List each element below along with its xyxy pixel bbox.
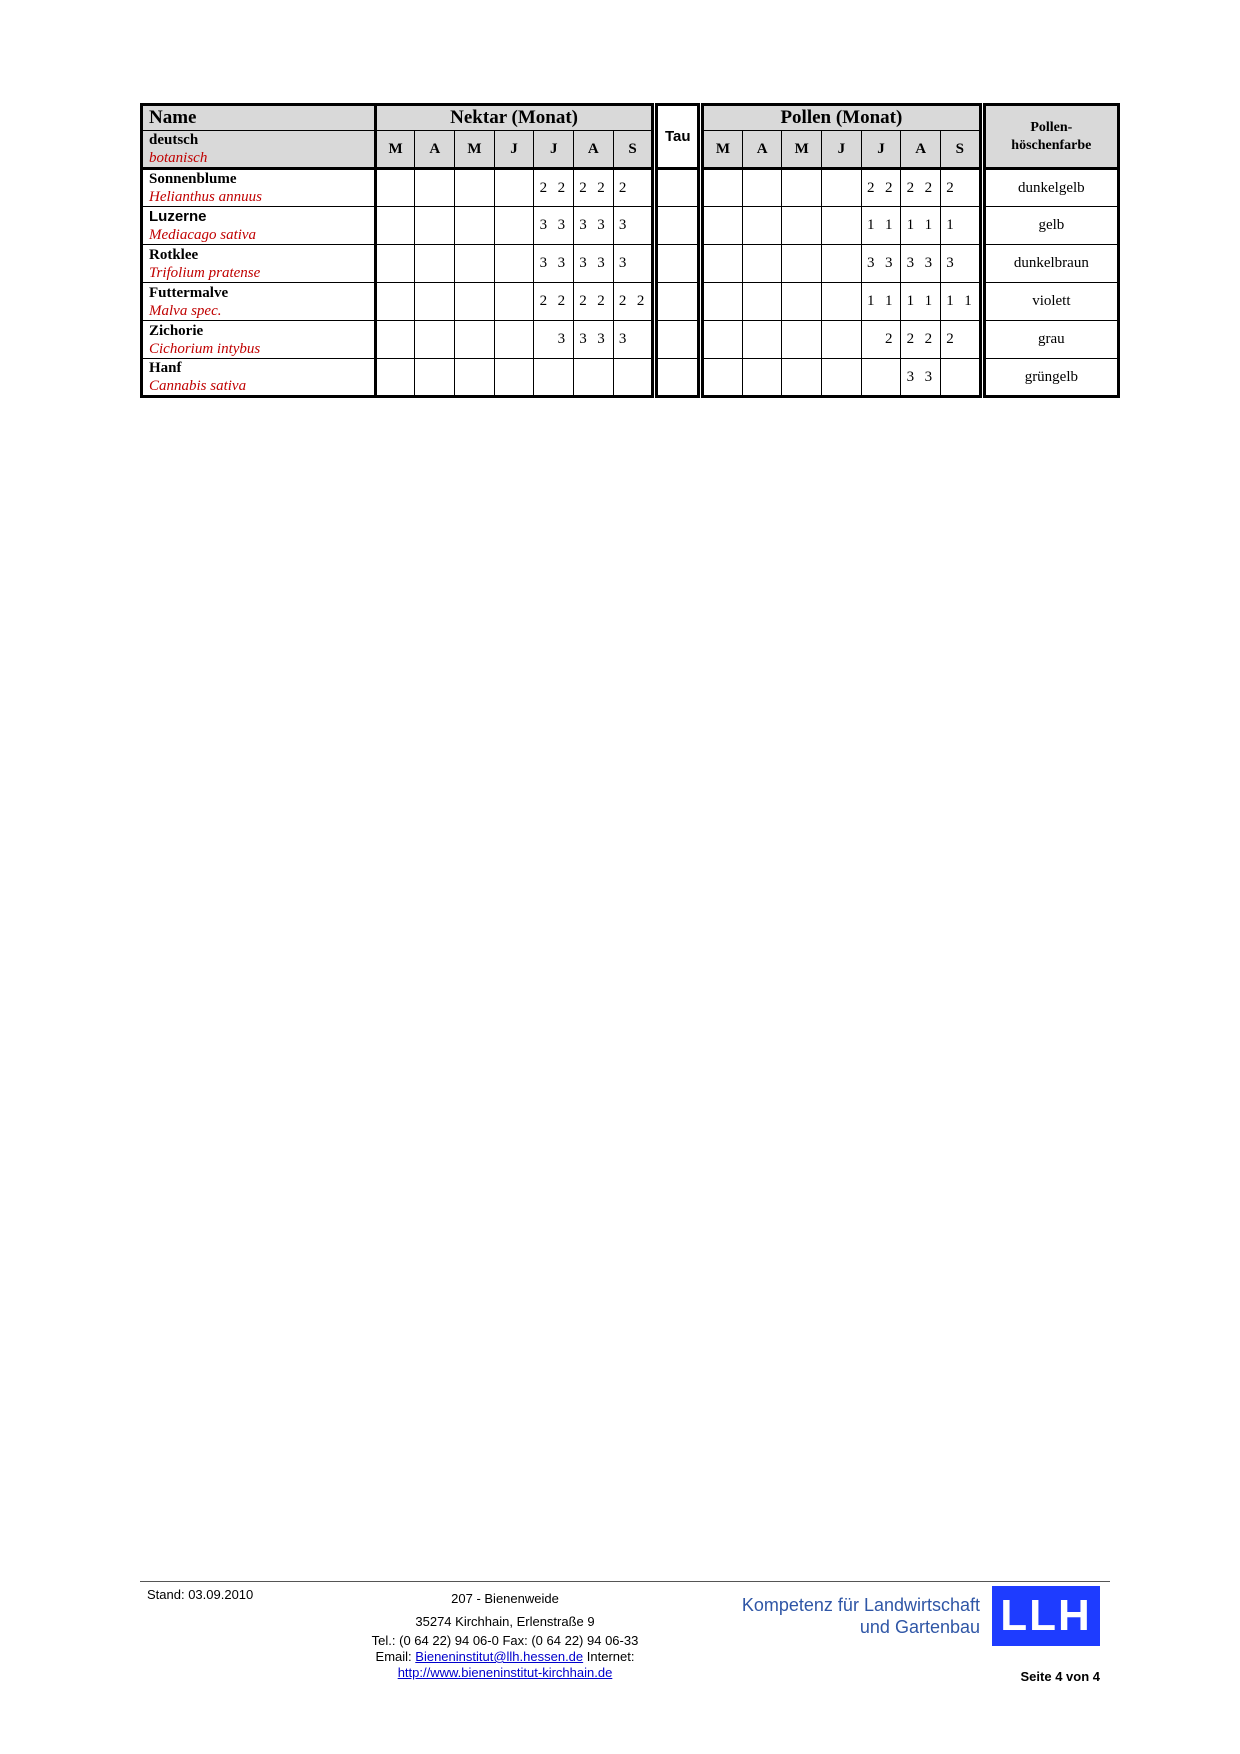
pollen-color-cell: gelb <box>984 207 1118 245</box>
nektar-value-cell <box>574 283 614 321</box>
nektar-value-cell <box>415 245 455 283</box>
nektar-value-cell <box>613 207 653 245</box>
nektar-value-cell <box>455 245 495 283</box>
nektar-value-first-half: 3 <box>618 217 627 233</box>
nektar-value-cell <box>455 283 495 321</box>
nektar-value-cell <box>613 169 653 207</box>
pollen-color-cell: violett <box>984 283 1118 321</box>
pollen-value-first-half: 3 <box>906 368 915 385</box>
plant-name-cell <box>142 359 376 397</box>
pollen-month-header: M <box>703 131 743 169</box>
nektar-value-second-half: 3 <box>557 255 566 271</box>
page-number: Seite 4 von 4 <box>1020 1669 1100 1684</box>
nektar-value-cell <box>613 359 653 397</box>
pollen-value-first-half: 2 <box>906 179 915 196</box>
nektar-value-cell <box>415 283 455 321</box>
pollen-value-cell <box>861 283 901 321</box>
nektar-value-cell <box>534 207 574 245</box>
tau-value-cell <box>657 207 699 245</box>
plant-name-cell <box>142 321 376 359</box>
nektar-value-cell <box>534 169 574 207</box>
pollen-value-cell <box>901 245 941 283</box>
header-pollenfarbe-line-2: höschenfarbe <box>1011 137 1092 153</box>
pollen-color-cell: grüngelb <box>984 359 1118 397</box>
table-row <box>142 245 1119 283</box>
plant-botanical-name: Helianthus annuus <box>149 189 262 205</box>
pollen-color-cell: grau <box>984 321 1118 359</box>
header-name-sub <box>142 131 376 169</box>
nektar-value-first-half: 3 <box>579 331 587 347</box>
nektar-value-first-half: 3 <box>618 331 627 347</box>
pollen-value-second-half: 3 <box>884 255 893 271</box>
nektar-month-header: S <box>613 131 653 169</box>
nektar-value-second-half: 2 <box>557 293 566 309</box>
kompetenz-line-1: Kompetenz für Landwirtschaft <box>741 1595 980 1615</box>
pollen-value-cell <box>861 321 901 359</box>
nektar-value-second-half: 2 <box>557 179 566 196</box>
pollen-value-first-half: 2 <box>946 331 954 347</box>
table-row <box>142 283 1119 321</box>
plant-german-name: Zichorie <box>149 322 204 339</box>
nektar-value-cell <box>375 321 415 359</box>
footer-address: 35274 Kirchhain, Erlenstraße 9 <box>415 1614 595 1629</box>
nektar-value-cell <box>613 321 653 359</box>
nektar-value-second-half: 3 <box>597 331 605 347</box>
pollen-value-second-half: 2 <box>884 331 893 347</box>
pollen-value-second-half: 2 <box>924 331 933 347</box>
plant-botanical-name: Mediacago sativa <box>149 226 257 243</box>
pollen-value-second-half: 1 <box>924 293 933 309</box>
pollen-value-cell <box>941 245 981 283</box>
header-name: Name <box>142 105 376 131</box>
nektar-month-header: A <box>574 131 614 169</box>
nektar-value-cell <box>455 207 495 245</box>
nektar-value-cell <box>375 207 415 245</box>
header-pollenfarbe <box>984 105 1118 169</box>
tau-value-cell <box>657 359 699 397</box>
kompetenz-line-2: und Gartenbau <box>859 1617 980 1637</box>
nektar-value-cell <box>534 321 574 359</box>
pollen-value-second-half: 1 <box>924 217 933 233</box>
nektar-value-second-half: 3 <box>557 331 566 347</box>
pollen-value-cell <box>703 321 743 359</box>
nektar-value-cell <box>415 321 455 359</box>
pollen-value-second-half: 2 <box>924 179 933 196</box>
footer-email-link[interactable]: Bieneninstitut@llh.hessen.de <box>415 1649 584 1664</box>
nektar-value-first-half: 2 <box>579 293 587 309</box>
pollen-value-second-half: 2 <box>884 179 893 196</box>
pollen-value-cell <box>742 245 782 283</box>
plant-german-name: Rotklee <box>149 246 199 263</box>
plant-name-cell <box>142 169 376 207</box>
table-row <box>142 321 1119 359</box>
nektar-value-cell <box>375 359 415 397</box>
pollen-value-cell <box>742 207 782 245</box>
footer-url-line <box>330 1665 680 1681</box>
pollen-value-first-half: 3 <box>866 255 875 271</box>
nektar-value-first-half: 2 <box>539 293 548 309</box>
pollen-month-header: J <box>822 131 862 169</box>
pollen-value-cell <box>901 321 941 359</box>
plant-german-name: Hanf <box>149 360 182 376</box>
footer-doc-title: 207 - Bienenweide <box>451 1591 559 1606</box>
pollen-value-second-half: 1 <box>884 293 893 309</box>
footer-kompetenz <box>700 1594 980 1638</box>
pollen-value-cell <box>703 245 743 283</box>
pollen-value-cell <box>901 283 941 321</box>
nektar-value-cell <box>574 359 614 397</box>
tau-value-cell <box>657 321 699 359</box>
pollen-value-cell <box>861 245 901 283</box>
pollen-month-header: A <box>901 131 941 169</box>
pollen-value-first-half: 1 <box>946 293 954 309</box>
pollen-value-cell <box>822 245 862 283</box>
nektar-value-first-half: 3 <box>579 255 587 271</box>
nektar-value-cell <box>574 245 614 283</box>
pollen-value-cell <box>742 283 782 321</box>
header-deutsch: deutsch <box>149 132 199 148</box>
nektar-value-second-half: 3 <box>597 255 605 271</box>
plant-german-name: Sonnenblume <box>149 171 237 187</box>
nektar-month-header: A <box>415 131 455 169</box>
nektar-value-cell <box>494 359 534 397</box>
plant-botanical-name: Cichorium intybus <box>149 340 261 357</box>
pollen-value-cell <box>742 321 782 359</box>
bienenweide-table <box>140 103 1120 398</box>
pollen-value-second-half: 1 <box>884 217 893 233</box>
header-botanisch: botanisch <box>149 150 208 166</box>
nektar-value-cell <box>613 245 653 283</box>
nektar-value-second-half: 3 <box>597 217 605 233</box>
plant-botanical-name: Cannabis sativa <box>149 378 247 394</box>
footer-phone: Tel.: (0 64 22) 94 06-0 Fax: (0 64 22) 94 06-33 <box>371 1633 639 1648</box>
plant-german-name: Luzerne <box>149 207 207 225</box>
pollen-color-cell: dunkelbraun <box>984 245 1118 283</box>
table-row <box>142 169 1119 207</box>
header-pollen: Pollen (Monat) <box>703 105 980 131</box>
pollen-value-cell <box>742 169 782 207</box>
pollen-value-cell <box>782 207 822 245</box>
llh-logo <box>992 1586 1100 1646</box>
footer-email-line <box>330 1649 680 1665</box>
pollen-value-cell <box>703 359 743 397</box>
nektar-value-cell <box>613 283 653 321</box>
pollen-month-header: S <box>941 131 981 169</box>
nektar-value-cell <box>574 321 614 359</box>
nektar-value-first-half: 2 <box>579 179 587 196</box>
pollen-color-cell: dunkelgelb <box>984 169 1118 207</box>
pollen-value-first-half: 3 <box>946 255 954 271</box>
bienenweide-table-container <box>140 103 1120 409</box>
nektar-value-cell <box>455 321 495 359</box>
nektar-value-first-half: 2 <box>539 179 548 196</box>
pollen-value-cell <box>703 169 743 207</box>
header-tau: Tau <box>657 105 699 169</box>
pollen-value-first-half: 1 <box>906 217 915 233</box>
nektar-value-second-half: 2 <box>597 293 605 309</box>
nektar-value-first-half: 2 <box>618 293 627 309</box>
pollen-value-first-half: 2 <box>906 331 915 347</box>
pollen-value-cell <box>782 283 822 321</box>
pollen-value-first-half: 1 <box>866 217 875 233</box>
nektar-value-first-half: 3 <box>579 217 587 233</box>
pollen-value-cell <box>822 359 862 397</box>
nektar-month-header: M <box>455 131 495 169</box>
pollen-value-second-half: 1 <box>964 293 972 309</box>
nektar-value-cell <box>574 169 614 207</box>
nektar-value-cell <box>494 207 534 245</box>
nektar-value-second-half: 2 <box>636 293 645 309</box>
pollen-value-first-half: 1 <box>946 217 954 233</box>
pollen-value-first-half: 1 <box>866 293 875 309</box>
footer-url-link[interactable]: http://www.bieneninstitut-kirchhain.de <box>397 1665 613 1680</box>
plant-german-name: Futtermalve <box>149 284 229 301</box>
nektar-value-cell <box>455 169 495 207</box>
plant-name-cell <box>142 207 376 245</box>
pollen-value-first-half: 2 <box>866 179 875 196</box>
nektar-value-cell <box>415 359 455 397</box>
pollen-value-cell <box>703 207 743 245</box>
footer-stand: Stand: 03.09.2010 <box>147 1587 254 1602</box>
pollen-value-cell <box>941 169 981 207</box>
pollen-value-cell <box>742 359 782 397</box>
pollen-value-cell <box>941 321 981 359</box>
tau-value-cell <box>657 245 699 283</box>
pollen-value-cell <box>941 283 981 321</box>
pollen-month-header: J <box>861 131 901 169</box>
footer-internet-label: Internet: <box>586 1649 635 1664</box>
nektar-value-cell <box>494 245 534 283</box>
nektar-month-header: J <box>534 131 574 169</box>
pollen-value-cell <box>703 283 743 321</box>
footer-divider <box>140 1581 1110 1582</box>
pollen-month-header: M <box>782 131 822 169</box>
pollen-value-first-half: 2 <box>946 179 954 196</box>
header-pollenfarbe-line-1: Pollen- <box>1030 119 1073 135</box>
pollen-value-cell <box>861 359 901 397</box>
footer-address-block <box>330 1587 680 1681</box>
nektar-value-cell <box>534 283 574 321</box>
pollen-value-cell <box>822 321 862 359</box>
tau-value-cell <box>657 169 699 207</box>
nektar-value-cell <box>494 283 534 321</box>
nektar-value-first-half: 2 <box>618 179 627 196</box>
nektar-value-second-half: 3 <box>557 217 566 233</box>
nektar-value-cell <box>574 207 614 245</box>
pollen-value-cell <box>822 169 862 207</box>
pollen-value-cell <box>782 321 822 359</box>
pollen-month-header: A <box>742 131 782 169</box>
header-nektar: Nektar (Monat) <box>375 105 653 131</box>
nektar-value-cell <box>375 245 415 283</box>
nektar-value-cell <box>534 245 574 283</box>
nektar-value-cell <box>494 321 534 359</box>
nektar-value-cell <box>455 359 495 397</box>
nektar-value-cell <box>415 169 455 207</box>
pollen-value-first-half: 1 <box>906 293 915 309</box>
pollen-value-cell <box>822 283 862 321</box>
table-row <box>142 359 1119 397</box>
pollen-value-cell <box>861 169 901 207</box>
nektar-value-cell <box>534 359 574 397</box>
pollen-value-cell <box>782 245 822 283</box>
footer-email-label: Email: <box>375 1649 412 1664</box>
nektar-month-header: J <box>494 131 534 169</box>
plant-name-cell <box>142 245 376 283</box>
plant-botanical-name: Trifolium pratense <box>149 264 261 281</box>
pollen-value-cell <box>782 359 822 397</box>
nektar-month-header: M <box>375 131 415 169</box>
pollen-value-cell <box>861 207 901 245</box>
pollen-value-cell <box>941 359 981 397</box>
pollen-value-second-half: 3 <box>924 255 933 271</box>
pollen-value-cell <box>901 169 941 207</box>
nektar-value-cell <box>415 207 455 245</box>
pollen-value-second-half: 3 <box>924 368 933 385</box>
plant-name-cell <box>142 283 376 321</box>
nektar-value-cell <box>494 169 534 207</box>
pollen-value-cell <box>901 359 941 397</box>
pollen-value-first-half: 3 <box>906 255 915 271</box>
tau-value-cell <box>657 283 699 321</box>
pollen-value-cell <box>782 169 822 207</box>
nektar-value-first-half: 3 <box>618 255 627 271</box>
pollen-value-cell <box>822 207 862 245</box>
llh-logo-text: LLH <box>1000 1591 1092 1640</box>
nektar-value-cell <box>375 169 415 207</box>
plant-botanical-name: Malva spec. <box>149 302 222 319</box>
nektar-value-first-half: 3 <box>539 255 548 271</box>
nektar-value-second-half: 2 <box>597 179 605 196</box>
table-row <box>142 207 1119 245</box>
nektar-value-cell <box>375 283 415 321</box>
pollen-value-cell <box>901 207 941 245</box>
nektar-value-first-half: 3 <box>539 217 548 233</box>
pollen-value-cell <box>941 207 981 245</box>
